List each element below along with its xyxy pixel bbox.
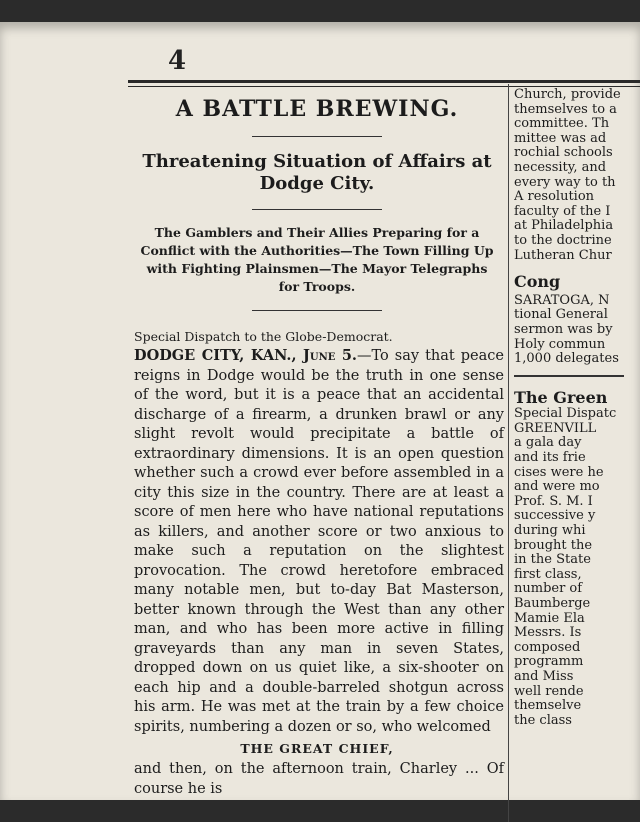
adjacent-line: Baumberge (514, 596, 591, 611)
adjacent-line: and were mo (514, 479, 600, 495)
divider (252, 209, 382, 210)
adjacent-line: mittee was ad (514, 130, 607, 146)
article-subhead: Threatening Situation of Affairs at Dodge City. (142, 151, 492, 194)
article-column (130, 92, 504, 799)
article-headline: A BATTLE BREWING. (175, 96, 459, 122)
newspaper-page (0, 22, 640, 800)
adjacent-line: Messrs. Is (514, 625, 582, 641)
adjacent-line: and its frie (514, 450, 586, 466)
adjacent-column-bottom (514, 407, 640, 728)
adjacent-line: Holy commun (514, 336, 606, 352)
article-deck: The Gamblers and Their Allies Preparing for a Conflict with the Authorities—The Town Filling Up with Fighting Plainsmen—The Mayor Telegraphs for Troops. (140, 225, 494, 294)
adjacent-line: GREENVILL (514, 420, 597, 436)
adjacent-line: well rende (514, 683, 584, 699)
adjacent-divider (514, 375, 624, 377)
adjacent-line: cises were he (514, 464, 604, 480)
divider (252, 310, 382, 311)
adjacent-line: programm (514, 654, 584, 670)
adjacent-line: SARATOGA, N (514, 292, 610, 308)
adjacent-line: Special Dispatc (514, 406, 617, 422)
adjacent-line: necessity, and (514, 159, 607, 175)
adjacent-line: in the State (514, 552, 591, 568)
adjacent-line: Church, provide (514, 88, 621, 102)
adjacent-column-mid (514, 294, 640, 367)
adjacent-headline-2: The Green (514, 387, 608, 407)
adjacent-headline-1: Cong (514, 272, 561, 292)
adjacent-line: a gala day (514, 435, 582, 451)
adjacent-line: Prof. S. M. I (514, 493, 593, 509)
dispatch-label: Special Dispatch to the Globe-Democrat. (134, 329, 393, 344)
header-rule (128, 80, 640, 83)
adjacent-line: Lutheran Chur (514, 247, 612, 263)
adjacent-line: tional General (514, 307, 608, 323)
article-body-continued: and then, on the afternoon train, Charley ... Of course he is (134, 761, 504, 797)
adjacent-line: sermon was by (514, 321, 613, 337)
section-head: THE GREAT CHIEF, (240, 741, 394, 756)
adjacent-line: and Miss (514, 668, 574, 684)
adjacent-line: during whi (514, 523, 586, 539)
page-number: 4 (168, 46, 187, 76)
adjacent-line: 1,000 delegates (514, 351, 619, 367)
header-rule-thin (128, 86, 640, 87)
adjacent-line: every way to th (514, 174, 616, 190)
adjacent-line: at Philadelphia (514, 218, 614, 234)
column-divider (508, 84, 509, 822)
article-body (134, 346, 504, 737)
divider (252, 136, 382, 137)
adjacent-line: composed (514, 639, 581, 655)
adjacent-line: rochial schools (514, 145, 613, 161)
adjacent-line: to the doctrine (514, 232, 612, 248)
adjacent-line: successive y (514, 508, 596, 524)
dateline: DODGE CITY, KAN., June 5. (134, 347, 357, 364)
adjacent-line: faculty of the I (514, 203, 611, 219)
adjacent-line: first class, (514, 566, 582, 582)
adjacent-line: number of (514, 581, 583, 597)
adjacent-line: the class (514, 712, 572, 728)
article-body-text: —To say that peace reigns in Dodge would be the truth in one sense of the word, but it is a peace that an accidental discharge of a firearm, a drunken brawl or any slight revolt would precipitate a battle of extraordinary dimensions. It is an open question whether such a crowd ever before assembled in a city this size in the country. There are at least a score of men here who have national reputations as killers, and another score or two anxious to make such a reputation on the slightest provocation. The crowd heretofore embraced many notable men, but to-day Bat Masterson, better known through the West than any other man, and who has been more active in filling graveyards than any man in seven States, dropped down on us quiet like, a six-shooter on each hip and a double-barreled shotgun across his arm. He was met at the train by a few choice spirits, numbering a dozen or so, who welcomed (134, 348, 504, 735)
adjacent-line: brought the (514, 537, 593, 553)
adjacent-line: Mamie Ela (514, 610, 585, 626)
adjacent-line: themselve (514, 698, 582, 714)
adjacent-line: committee. Th (514, 116, 610, 132)
adjacent-line: A resolution (514, 189, 595, 205)
adjacent-column-top (514, 88, 640, 263)
adjacent-column (514, 88, 640, 728)
adjacent-line: themselves to a (514, 101, 617, 117)
